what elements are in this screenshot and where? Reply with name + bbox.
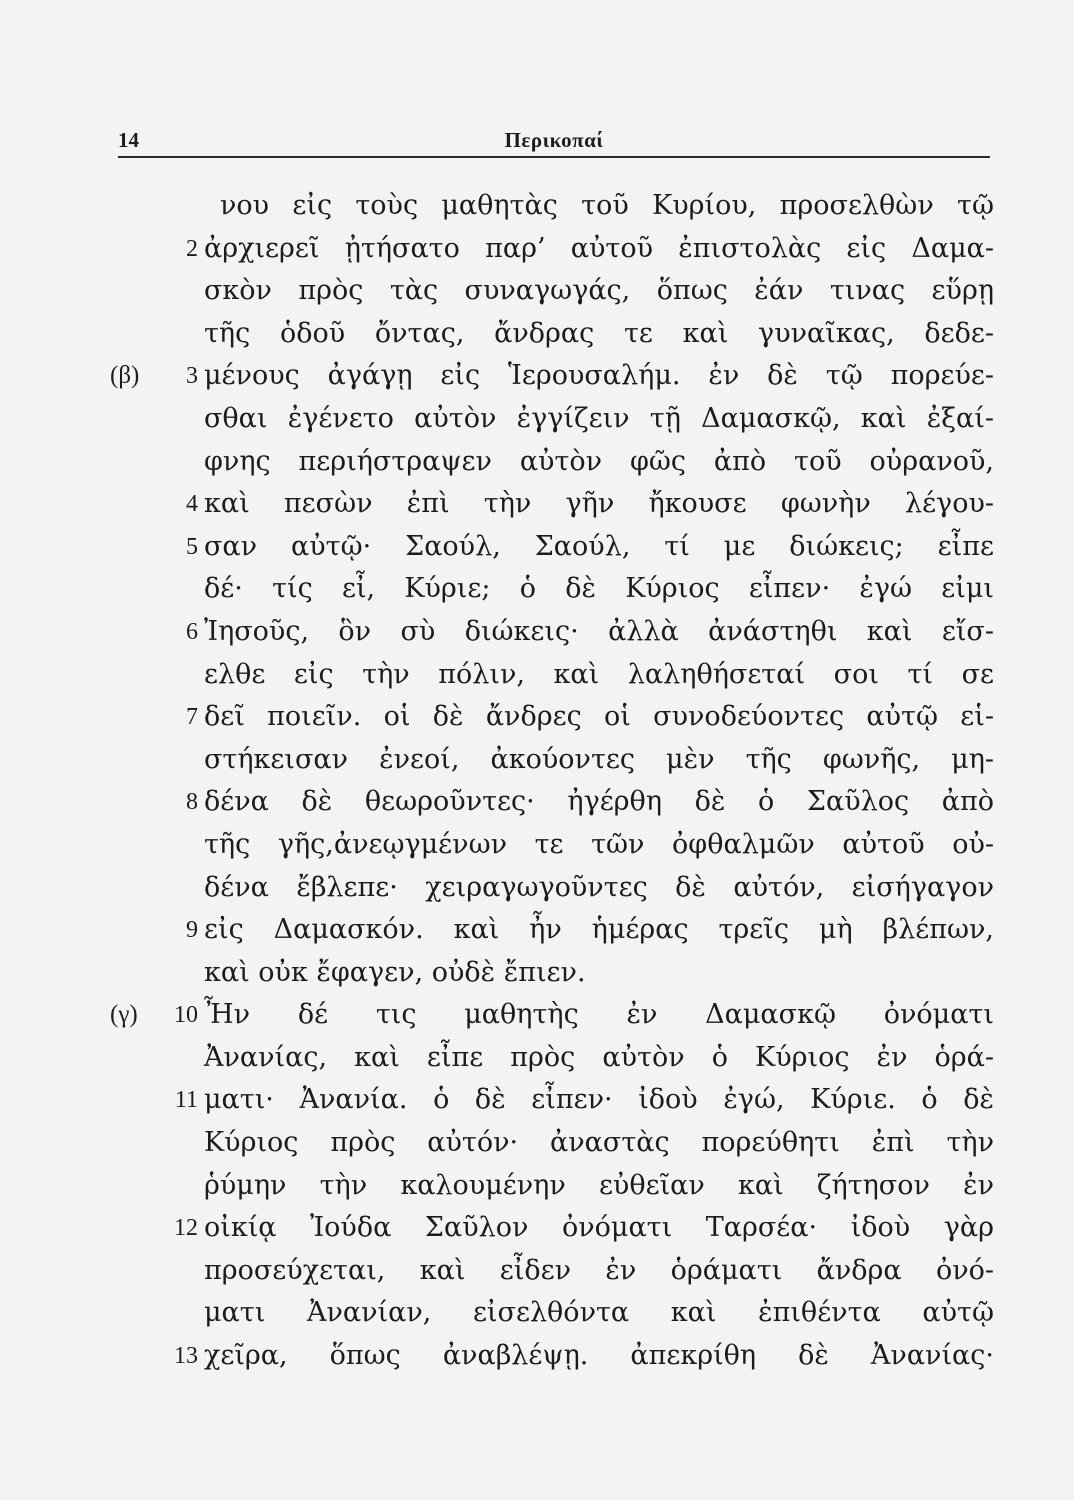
text-line <box>110 994 1000 1037</box>
verse-number: 5 <box>186 533 198 560</box>
body-text <box>110 185 1000 1378</box>
text-line <box>110 739 1000 782</box>
verse-number: 4 <box>186 491 198 518</box>
text-line <box>110 313 1000 356</box>
line-text: νου εἰς τοὺς μαθητὰς τοῦ Κυρίου, προσελθὼν τῷ <box>220 190 994 221</box>
running-title: Περικοπαί <box>504 128 604 152</box>
text-line <box>110 1335 1000 1378</box>
verse-number: 11 <box>174 1087 198 1114</box>
line-text: δένα ἔβλεπε· χειραγωγοῦντες δὲ αὐτόν, εἰσήγαγον <box>204 871 994 903</box>
text-line <box>110 228 1000 271</box>
line-text: Ἰησοῦς, ὃν σὺ διώκεις· ἀλλὰ ἀνάστηθι καὶ εἴσ- <box>204 615 994 647</box>
verse-number: 12 <box>174 1215 198 1242</box>
text-line <box>110 1250 1000 1293</box>
verse-number: 8 <box>186 789 198 816</box>
line-text: στήκεισαν ἐνεοί, ἀκούοντες μὲν τῆς φωνῆς, μη- <box>204 743 994 775</box>
text-line <box>110 398 1000 441</box>
page-header <box>118 128 990 158</box>
line-text: δένα δὲ θεωροῦντες· ἠγέρθη δὲ ὁ Σαῦλος ἀπὸ <box>204 786 994 818</box>
verse-number: 13 <box>174 1343 198 1370</box>
line-text: σαν αὐτῷ· Σαούλ, Σαούλ, τί με διώκεις; εἶπε <box>204 530 994 562</box>
line-text: μένους ἀγάγῃ εἰς Ἱερουσαλήμ. ἐν δὲ τῷ πορεύε- <box>204 360 994 392</box>
verse-number: 6 <box>186 618 198 645</box>
text-line <box>110 1079 1000 1122</box>
text-line <box>110 654 1000 697</box>
line-text: τῆς ὁδοῦ ὄντας, ἄνδρας τε καὶ γυναῖκας, δεδε- <box>204 317 994 349</box>
line-text: δεῖ ποιεῖν. οἱ δὲ ἄνδρες οἱ συνοδεύοντες αὐτῷ εἱ- <box>204 701 994 733</box>
line-text: φνης περιήστραψεν αὐτὸν φῶς ἀπὸ τοῦ οὐρανοῦ, <box>204 445 994 477</box>
line-text: ματι· Ἀνανία. ὁ δὲ εἶπεν· ἰδοὺ ἐγώ, Κύριε. ὁ δὲ <box>204 1084 994 1116</box>
line-text: καὶ πεσὼν ἐπὶ τὴν γῆν ἤκουσε φωνὴν λέγου- <box>204 488 994 520</box>
line-text: ῥύμην τὴν καλουμένην εὐθεῖαν καὶ ζήτησον ἐν <box>204 1169 994 1201</box>
text-line <box>110 909 1000 952</box>
section-marker: (β) <box>110 362 140 390</box>
verse-number: 2 <box>186 235 198 262</box>
line-text: οἰκίᾳ Ἰούδα Σαῦλον ὀνόματι Ταρσέα· ἰδοὺ γὰρ <box>204 1212 994 1244</box>
text-line <box>110 441 1000 484</box>
text-line <box>110 526 1000 569</box>
line-text: χεῖρα, ὅπως ἀναβλέψῃ. ἀπεκρίθη δὲ Ἀνανίας· <box>204 1340 994 1372</box>
header-rule <box>118 156 990 158</box>
line-text: Ἀνανίας, καὶ εἶπε πρὸς αὐτὸν ὁ Κύριος ἐν ὁρά- <box>204 1041 994 1073</box>
text-line <box>110 824 1000 867</box>
text-line <box>110 270 1000 313</box>
text-line <box>110 952 1000 995</box>
line-text: ματι Ἀνανίαν, εἰσελθόντα καὶ ἐπιθέντα αὐτῷ <box>204 1297 994 1329</box>
verse-number: 9 <box>186 917 198 944</box>
text-line <box>110 1207 1000 1250</box>
text-line <box>110 483 1000 526</box>
text-line <box>110 867 1000 910</box>
text-line <box>110 185 1000 228</box>
text-line <box>110 611 1000 654</box>
line-text: δέ· τίς εἶ, Κύριε; ὁ δὲ Κύριος εἶπεν· ἐγώ εἰμι <box>204 573 994 605</box>
text-line <box>110 1037 1000 1080</box>
line-text: εἰς Δαμασκόν. καὶ ἦν ἡμέρας τρεῖς μὴ βλέπων, <box>204 914 994 946</box>
line-text: Κύριος πρὸς αὐτόν· ἀναστὰς πορεύθητι ἐπὶ τὴν <box>204 1127 994 1159</box>
text-line <box>110 696 1000 739</box>
verse-number: 3 <box>186 363 198 390</box>
line-text: τῆς γῆς,ἀνεῳγμένων τε τῶν ὀφθαλμῶν αὐτοῦ οὐ- <box>204 828 994 860</box>
section-marker: (γ) <box>110 1001 138 1029</box>
text-line <box>110 1122 1000 1165</box>
line-text: ελθε εἰς τὴν πόλιν, καὶ λαληθήσεταί σοι τί σε <box>204 658 994 690</box>
line-text: σκὸν πρὸς τὰς συναγωγάς, ὅπως ἐάν τινας εὕρῃ <box>204 275 994 307</box>
text-line <box>110 355 1000 398</box>
line-text: προσεύχεται, καὶ εἶδεν ἐν ὁράματι ἄνδρα ὀνό- <box>204 1254 994 1286</box>
line-text: καὶ οὐκ ἔφαγεν, οὐδὲ ἔπιεν. <box>204 956 586 988</box>
line-text: σθαι ἐγένετο αὐτὸν ἐγγίζειν τῇ Δαμασκῷ, καὶ ἐξαί- <box>204 402 994 434</box>
text-line <box>110 1165 1000 1208</box>
text-line <box>110 1292 1000 1335</box>
verse-number: 10 <box>174 1002 198 1029</box>
line-text: Ἦν δέ τις μαθητὴς ἐν Δαμασκῷ ὀνόματι <box>204 999 994 1031</box>
text-line <box>110 568 1000 611</box>
text-line <box>110 781 1000 824</box>
line-text: ἀρχιερεῖ ᾐτήσατο παρ’ αὐτοῦ ἐπιστολὰς εἰς Δαμα- <box>204 232 994 264</box>
page-number: 14 <box>118 128 139 152</box>
verse-number: 7 <box>186 704 198 731</box>
